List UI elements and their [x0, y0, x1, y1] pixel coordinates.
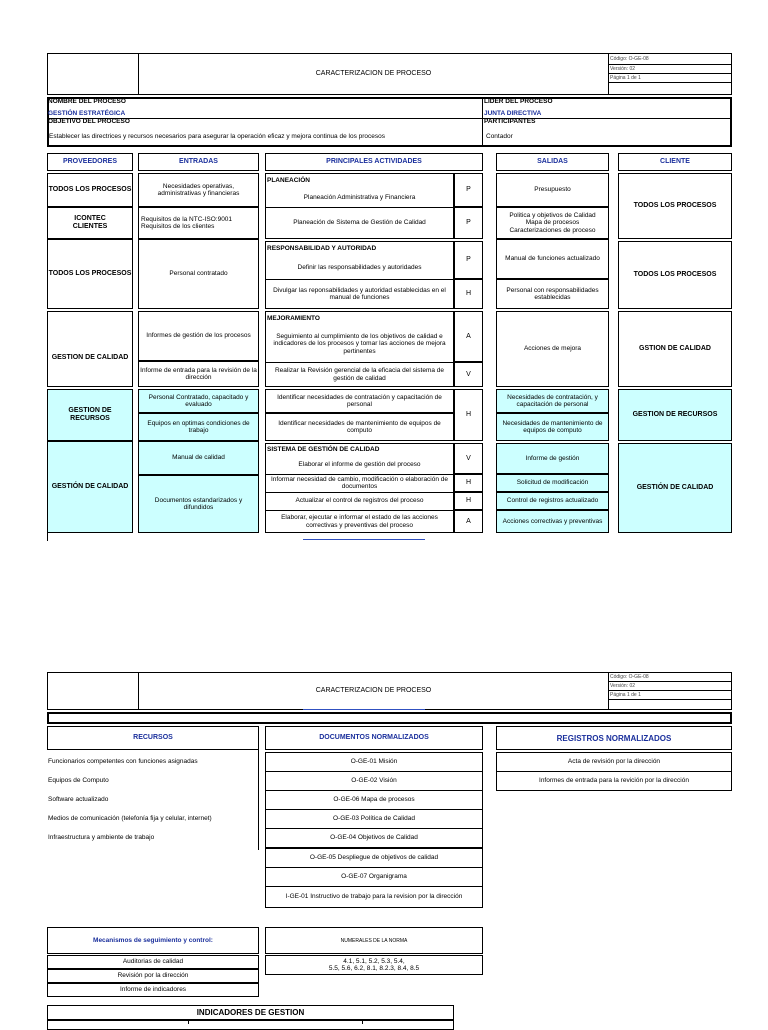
actividad-text: Actualizar el control de registros del proceso	[295, 497, 424, 505]
proveedor-cell: GESTIÓN DE CALIDAD	[47, 441, 133, 533]
section-planeacion: PLANEACIÓN	[267, 177, 310, 184]
registro-item: Informes de entrada para la revición por la dirección	[496, 771, 732, 791]
pagina-label: Página 1 de 1	[610, 74, 641, 81]
info-border-top	[47, 97, 732, 99]
blue-underline	[303, 709, 425, 710]
indicadores-row	[47, 1020, 454, 1030]
actividad-text: Elaborar, ejecutar e informar el estado de las acciones correctivas y preventivas del proceso	[281, 514, 438, 529]
phva-cell: A	[454, 311, 483, 362]
entrada-cell: Informes de gestión de los procesos	[138, 311, 259, 361]
header-line	[608, 699, 732, 700]
numerales-title: NUMERALES DE LA NORMA	[265, 927, 483, 954]
version-label: Versión: 02	[610, 65, 636, 72]
proveedor-cell: TODOS LOS PROCESOS	[47, 239, 133, 309]
lider-value: JUNTA DIRECTIVA	[484, 110, 542, 117]
section-responsabilidad: RESPONSABILIDAD Y AUTORIDAD	[267, 245, 377, 252]
col-salidas: SALIDAS	[496, 153, 609, 171]
cliente-cell: GSTION DE CALIDAD	[618, 311, 732, 387]
info-divider	[482, 97, 483, 147]
version-label: Versión: 02	[610, 682, 636, 689]
salida-cell: Solicitud de modificación	[496, 474, 609, 492]
actividad-text: Identificar necesidades de contratación y capacitación de personal	[265, 389, 454, 413]
recurso-item: Infraestructura y ambiente de trabajo	[48, 834, 155, 841]
phva-cell: H	[454, 279, 483, 309]
documento-item: O-GE-02 Visión	[265, 771, 483, 791]
info-border-bottom	[47, 722, 732, 724]
salida-cell: Personal con responsabilidades establecidas	[496, 279, 609, 309]
phva-cell: P	[454, 207, 483, 239]
mecanismo-item: Informe de indicadores	[47, 983, 259, 997]
phva-cell: P	[454, 241, 483, 279]
objetivo-value: Establecer las directrices y recursos necesarios para asegurar la operación eficaz y mejora continua de los procesos	[49, 133, 385, 140]
proveedor-cell: ICONTEC CLIENTES	[47, 207, 133, 239]
pagina-label: Página 1 de 1	[610, 691, 641, 698]
mecanismos-title: Mecanismos de seguimiento y control:	[47, 927, 259, 954]
phva-cell: V	[454, 362, 483, 387]
registro-item: Acta de revisión por la dirección	[496, 752, 732, 772]
recurso-item: Medios de comunicación (telefonía fija y celular, internet)	[48, 815, 212, 822]
phva-cell: V	[454, 443, 483, 474]
actividad-text: Divulgar las reponsabilidades y autoridad establecidas en el manual de funciones	[273, 286, 446, 301]
proveedor-cell: GESTION DE CALIDAD	[47, 311, 133, 387]
document-title: CARACTERIZACION DE PROCESO	[315, 70, 432, 77]
recursos-title: RECURSOS	[47, 726, 259, 750]
actividad-text: Definir las responsabilidades y autoridades	[297, 264, 422, 272]
documento-item: O-GE-01 Misión	[265, 752, 483, 772]
phva-cell: H	[454, 474, 483, 492]
info-border-top	[47, 712, 732, 714]
col-actividades: PRINCIPALES ACTIVIDADES	[265, 153, 483, 171]
salida-cell: Acciones correctivas y preventivas	[496, 510, 609, 533]
entrada-cell: Requisitos de la NTC-ISO:9001 Requisitos de los clientes	[138, 207, 259, 239]
recurso-item: Equipos de Computo	[48, 777, 109, 784]
recurso-item: Funcionarios competentes con funciones asignadas	[48, 758, 198, 765]
actividad-text: Seguimiento al cumplimiento de los objetivos de calidad e indicadores de los procesos y tomar las acciones de mejora pertinentes	[273, 332, 446, 355]
col-cliente: CLIENTE	[618, 153, 732, 171]
phva-cell: P	[454, 173, 483, 207]
codigo-label: Código: O-GE-08	[610, 55, 649, 62]
phva-cell: A	[454, 510, 483, 533]
salida-cell: Politica y objetivos de Calidad Mapa de procesos Caracterizaciones de proceso	[496, 207, 609, 239]
nombre-label: NOMBRE DEL PROCESO	[48, 98, 126, 105]
participantes-value: Contador	[486, 133, 513, 140]
recursos-border	[258, 750, 259, 850]
actividad-text: Realizar la Revisión gerencial de la eficacia del sistema de gestión de calidad	[274, 367, 445, 382]
proveedor-cell: GESTION DE RECURSOS	[47, 389, 133, 441]
documento-item: O-GE-06 Mapa de procesos	[265, 790, 483, 810]
salida-cell: Acciones de mejora	[496, 311, 609, 387]
actividad-text: Planeación de Sistema de Gestión de Calidad	[293, 219, 426, 227]
participantes-label: PARTICIPANTES	[484, 118, 536, 125]
info-line	[47, 118, 732, 119]
cliente-cell: TODOS LOS PROCESOS	[618, 241, 732, 309]
proveedor-cell: TODOS LOS PROCESOS	[47, 173, 133, 207]
salida-cell: Informe de gestión	[496, 443, 609, 474]
salida-cell: Presupuesto	[496, 173, 609, 207]
salida-cell: Necesidades de mantenimiento de equipos de computo	[496, 413, 609, 441]
documento-item: O-GE-04 Objetivos de Calidad	[265, 828, 483, 848]
indicadores-divider	[188, 1020, 189, 1024]
cliente-cell: GESTIÓN DE CALIDAD	[618, 443, 732, 533]
col-proveedores: PROVEEDORES	[47, 153, 133, 171]
section-sistema: SISTEMA DE GESTIÓN DE CALIDAD	[267, 446, 380, 453]
indicadores-divider	[362, 1020, 363, 1024]
page-edge-marker	[47, 533, 48, 541]
mecanismo-item: Revisión por la dirección	[47, 969, 259, 983]
entrada-cell: Manual de calidad	[138, 441, 259, 475]
phva-cell: H	[454, 492, 483, 510]
indicadores-title: INDICADORES DE GESTION	[47, 1005, 454, 1020]
info-border-right	[730, 97, 732, 147]
cliente-cell: GESTION DE RECURSOS	[618, 389, 732, 441]
entrada-cell: Equipos en optimas condiciones de trabajo	[138, 413, 259, 441]
col-entradas: ENTRADAS	[138, 153, 259, 171]
registros-title: REGISTROS NORMALIZADOS	[496, 726, 732, 750]
header-line	[608, 82, 732, 83]
document-title: CARACTERIZACION DE PROCESO	[315, 687, 432, 694]
documento-item: O-GE-05 Despliegue de objetivos de calidad	[265, 848, 483, 868]
info-border-bottom	[47, 145, 732, 147]
recurso-item: Software actualizado	[48, 796, 109, 803]
salida-cell: Manual de funciones actualizado	[496, 239, 609, 279]
codigo-label: Código: O-GE-08	[610, 673, 649, 680]
salida-cell: Control de registros actualizado	[496, 492, 609, 510]
phva-cell: H	[454, 389, 483, 441]
mecanismo-item: Auditorias de calidad	[47, 955, 259, 969]
actividad-text: Elaborar el informe de gestión del proceso	[298, 461, 421, 469]
section-mejoramiento: MEJORAMIENTO	[267, 315, 320, 322]
numerales-value: 4.1, 5.1, 5.2, 5.3, 5.4, 5.5, 5.6, 6.2, 8.1, 8.2.3, 8.4, 8.5	[265, 955, 483, 975]
entrada-cell: Personal Contratado, capacitado y evaluado	[138, 389, 259, 413]
entrada-cell: Documentos estandarizados y difundidos	[138, 475, 259, 533]
objetivo-label: OBJETIVO DEL PROCESO	[48, 118, 130, 125]
entrada-cell: Personal contratado	[138, 239, 259, 309]
actividad-text: Informar necesidad de cambio, modificación o elaboración de documentos	[270, 475, 449, 490]
nombre-value: GESTIÓN ESTRATÉGICA	[48, 110, 126, 117]
documento-item: I-GE-01 Instructivo de trabajo para la revision por la dirección	[265, 886, 483, 908]
documento-item: O-GE-03 Política de Calidad	[265, 809, 483, 829]
actividad-text: Planeación Administrativa y Financiera	[303, 194, 416, 202]
blue-underline	[303, 539, 425, 540]
documentos-title: DOCUMENTOS NORMALIZADOS	[265, 726, 483, 750]
salida-cell: Necesidades de contratación, y capacitación de personal	[496, 389, 609, 413]
documento-item: O-GE-07 Organigrama	[265, 867, 483, 887]
lider-label: LIDER DEL PROCESO	[484, 98, 553, 105]
entrada-cell: Informe de entrada para la revisión de la dirección	[138, 361, 259, 387]
cliente-cell: TODOS LOS PROCESOS	[618, 173, 732, 239]
entrada-cell: Necesidades operativas, administrativas y financieras	[138, 173, 259, 207]
actividad-text: Identificar necesidades de mantenimiento de equipos de computo	[265, 413, 454, 441]
